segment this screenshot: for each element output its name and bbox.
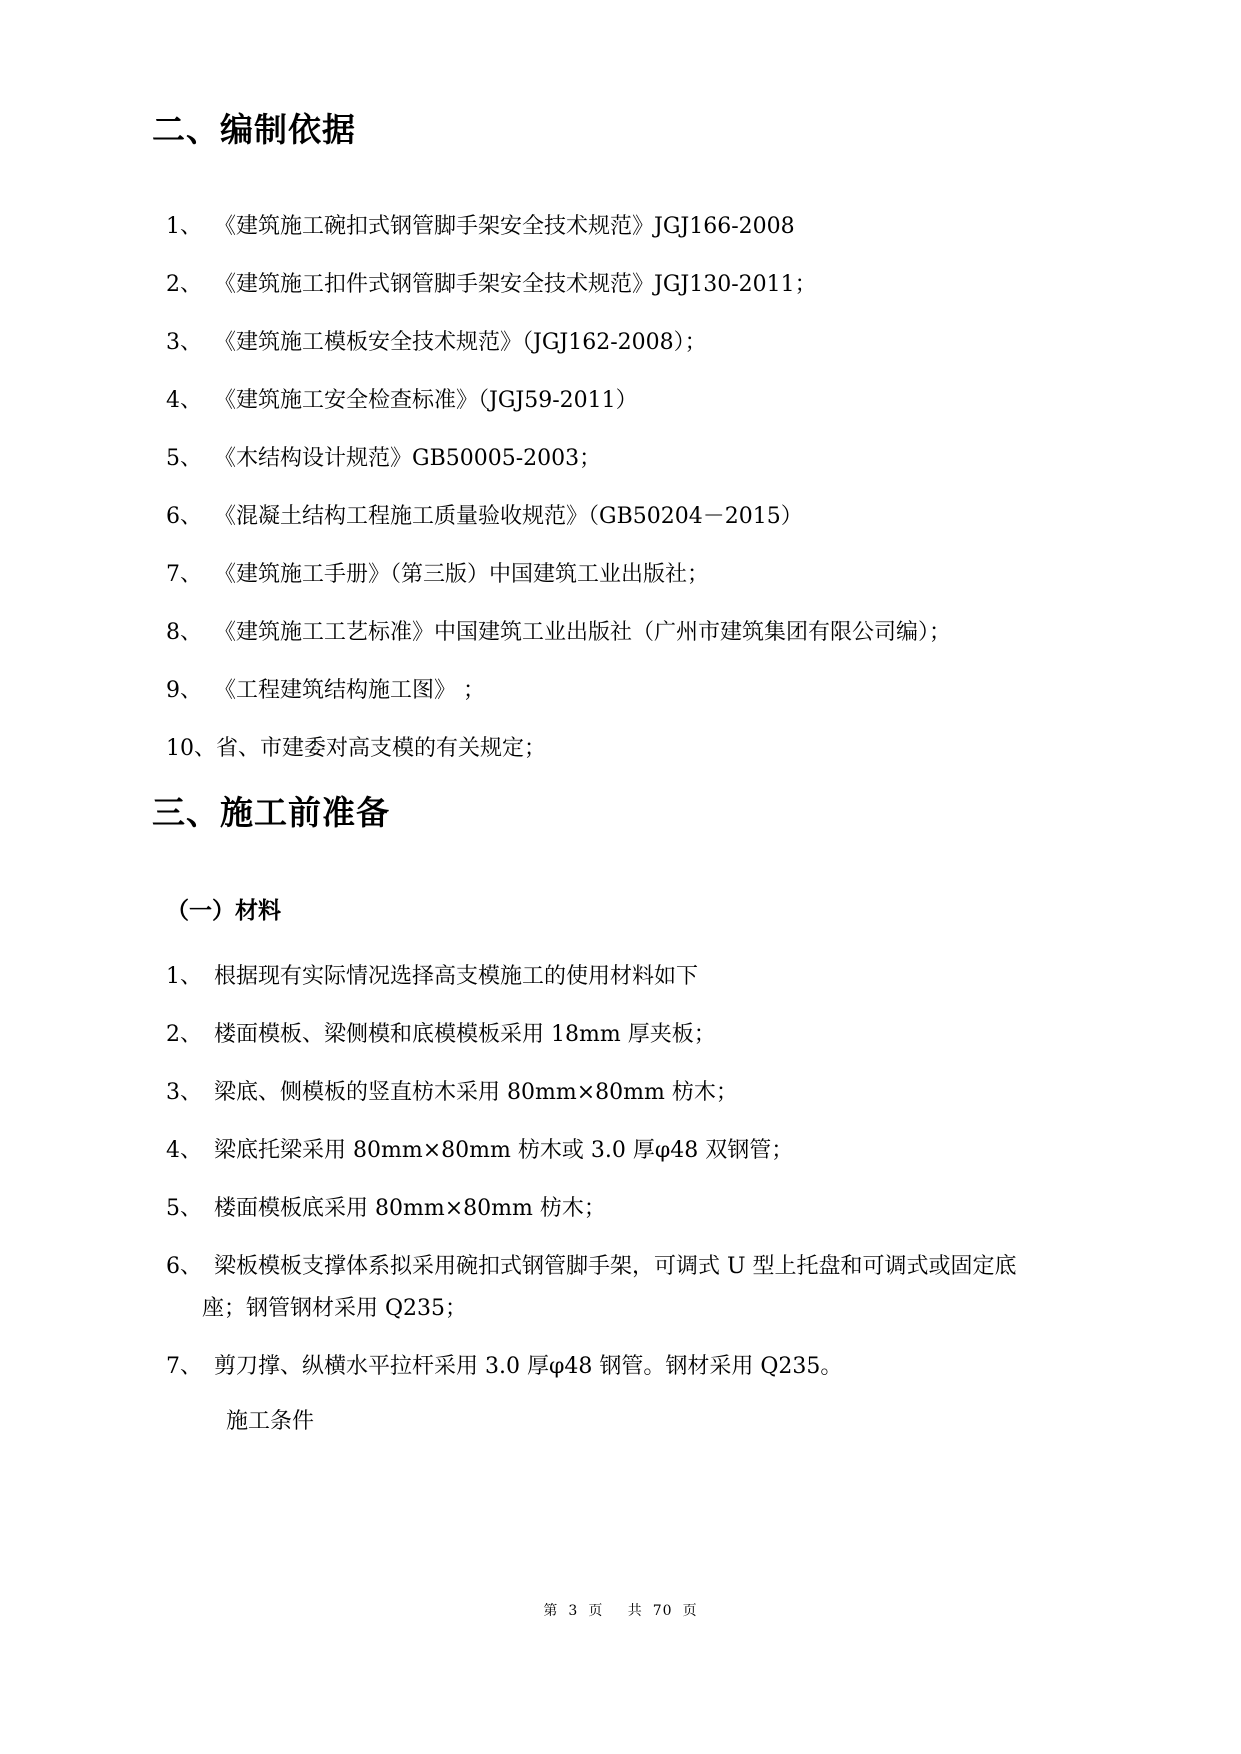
list-item (166, 1252, 1126, 1282)
list-item (166, 560, 1126, 590)
item-number: 7、 (166, 562, 202, 587)
list-item (166, 1352, 1126, 1382)
item-text: 《建筑施工安全检查标准》（JGJ59-2011） (214, 388, 638, 413)
item-text: 《建筑施工手册》（第三版）中国建筑工业出版社； (214, 562, 710, 587)
footer-page-label: 第 (543, 1603, 559, 1619)
list-item (166, 1194, 1126, 1224)
section-heading-basis: 二、编制依据 (152, 110, 356, 149)
footer-page-unit: 页 (588, 1603, 604, 1619)
list-item (166, 962, 1126, 992)
item-text: 梁底托梁采用 80mm×80mm 枋木或 3.0 厚φ48 双钢管； (214, 1138, 794, 1163)
list-item (166, 444, 1126, 474)
item-number: 10、 (166, 736, 216, 761)
footer-page-number: 3 (568, 1603, 579, 1619)
list-item (166, 1078, 1126, 1108)
item-text: 梁板模板支撑体系拟采用碗扣式钢管脚手架，可调式 U 型上托盘和可调式或固定底 (214, 1254, 1017, 1279)
list-item (166, 270, 1126, 300)
list-item (166, 502, 1126, 532)
item-text: 《建筑施工模板安全技术规范》（JGJ162-2008）； (214, 330, 707, 355)
item-text: 《建筑施工工艺标准》中国建筑工业出版社（广州市建筑集团有限公司编）； (214, 620, 952, 645)
item-number: 5、 (166, 1196, 202, 1221)
page-footer (0, 1601, 1241, 1621)
item-text: 《混凝土结构工程施工质量验收规范》（GB50204－2015） (214, 504, 803, 529)
footer-total-number: 70 (652, 1603, 673, 1619)
item-number: 6、 (166, 1254, 202, 1279)
item-text: 梁底、侧模板的竖直枋木采用 80mm×80mm 枋木； (214, 1080, 738, 1105)
footer-total-label: 共 (627, 1603, 643, 1619)
item-text: 省、市建委对高支模的有关规定； (216, 736, 547, 761)
item-text: 《工程建筑结构施工图》 ； (214, 678, 485, 703)
list-item (166, 734, 1126, 764)
item-text: 《木结构设计规范》GB50005-2003； (214, 446, 602, 471)
item-number: 3、 (166, 330, 202, 355)
item-number: 9、 (166, 678, 202, 703)
list-item (166, 1020, 1126, 1050)
subsection-heading-materials: （一）材料 (166, 898, 281, 924)
list-item (166, 212, 1126, 242)
item-text: 《建筑施工碗扣式钢管脚手架安全技术规范》JGJ166-2008 (214, 214, 795, 239)
list-item-continuation: 座；钢管钢材采用 Q235； (202, 1296, 468, 1321)
item-number: 2、 (166, 1022, 202, 1047)
item-text: 楼面模板底采用 80mm×80mm 枋木； (214, 1196, 606, 1221)
item-number: 4、 (166, 1138, 202, 1163)
list-item (166, 676, 1126, 706)
list-item (166, 328, 1126, 358)
item-number: 3、 (166, 1080, 202, 1105)
item-number: 8、 (166, 620, 202, 645)
list-item (166, 618, 1126, 648)
item-number: 7、 (166, 1354, 202, 1379)
item-number: 1、 (166, 964, 202, 989)
construction-conditions-heading: 施工条件 (226, 1409, 315, 1434)
section-heading-preparation: 三、施工前准备 (152, 793, 390, 832)
item-number: 2、 (166, 272, 202, 297)
item-text: 《建筑施工扣件式钢管脚手架安全技术规范》JGJ130-2011； (214, 272, 817, 297)
footer-total-unit: 页 (682, 1603, 698, 1619)
item-number: 1、 (166, 214, 202, 239)
item-text: 剪刀撑、纵横水平拉杆采用 3.0 厚φ48 钢管。钢材采用 Q235。 (214, 1354, 843, 1379)
item-number: 5、 (166, 446, 202, 471)
list-item (166, 1136, 1126, 1166)
item-text: 根据现有实际情况选择高支模施工的使用材料如下 (214, 964, 699, 989)
item-text: 楼面模板、梁侧模和底模模板采用 18mm 厚夹板； (214, 1022, 716, 1047)
list-item (166, 386, 1126, 416)
item-number: 4、 (166, 388, 202, 413)
item-number: 6、 (166, 504, 202, 529)
